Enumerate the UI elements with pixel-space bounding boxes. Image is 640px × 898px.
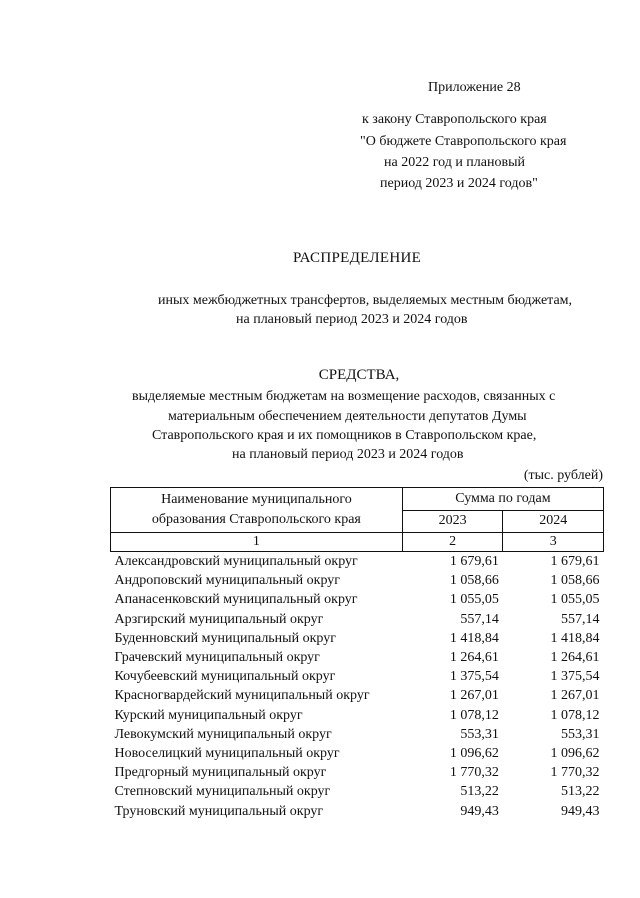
- amount-2023: 513,22: [460, 784, 499, 800]
- amount-2024: 949,43: [561, 803, 600, 819]
- funds-description-line: выделяемые местным бюджетам на возмещение расходов, связанных с: [132, 389, 556, 404]
- amount-2024: 1 096,62: [550, 746, 600, 762]
- municipality-name: Арзгирский муниципальный округ: [114, 611, 324, 627]
- amount-2024: 1 770,32: [550, 765, 600, 781]
- funds-description-line: материальным обеспечением деятельности депутатов Думы: [168, 409, 527, 424]
- municipality-name: Андроповский муниципальный округ: [114, 573, 341, 589]
- municipality-name: Красногвардейский муниципальный округ: [114, 688, 370, 704]
- amount-2023: 1 058,66: [449, 573, 499, 589]
- year-header: 2024: [503, 510, 604, 533]
- municipality-name: Новоселицкий муниципальный округ: [114, 746, 340, 762]
- amount-2023: 1 264,61: [449, 650, 499, 666]
- amount-2024: 1 679,61: [550, 554, 600, 569]
- amount-2024: 1 264,61: [550, 650, 600, 666]
- distribution-subtitle-line: на плановый период 2023 и 2024 годов: [236, 312, 468, 327]
- name-header-line: образования Ставропольского края: [151, 512, 361, 527]
- appendix-number: Приложение 28: [428, 80, 521, 95]
- budget-table: [110, 487, 604, 821]
- amount-2024: 1 375,54: [550, 669, 600, 685]
- municipality-name: Левокумский муниципальный округ: [114, 726, 332, 742]
- municipality-name: Апанасенковский муниципальный округ: [114, 592, 358, 608]
- name-header-line: Наименование муниципального: [161, 492, 352, 507]
- amount-2023: 1 770,32: [449, 765, 499, 781]
- amount-2023: 557,14: [460, 611, 499, 627]
- municipality-name: Предгорный муниципальный округ: [114, 765, 327, 781]
- municipality-name: Грачевский муниципальный округ: [114, 650, 320, 666]
- law-line: к закону Ставропольского края: [362, 112, 547, 127]
- municipality-name: Буденновский муниципальный округ: [114, 630, 336, 646]
- municipality-name: Труновский муниципальный округ: [114, 803, 324, 819]
- table-row: [111, 610, 604, 629]
- amount-2024: 557,14: [561, 611, 600, 627]
- unit-label: (тыс. рублей): [523, 468, 603, 483]
- funds-description-line: на плановый период 2023 и 2024 годов: [232, 447, 464, 462]
- amount-2023: 1 078,12: [449, 707, 499, 723]
- column-number: 2: [402, 533, 503, 552]
- table-row: [111, 802, 604, 821]
- amount-2023: 1 375,54: [449, 669, 499, 685]
- amount-2024: 1 058,66: [550, 573, 600, 589]
- amount-2024: 1 078,12: [550, 707, 600, 723]
- amount-2023: 1 679,61: [449, 554, 499, 569]
- distribution-subtitle-line: иных межбюджетных трансфертов, выделяемых местным бюджетам,: [158, 293, 573, 308]
- amount-2023: 1 267,01: [449, 688, 499, 704]
- amount-2023: 1 096,62: [449, 746, 499, 762]
- sum-by-years-header: Сумма по годам: [402, 488, 603, 511]
- table-row: [111, 744, 604, 763]
- table-row: [111, 686, 604, 705]
- amount-2024: 513,22: [561, 784, 600, 800]
- amount-2023: 553,31: [460, 726, 499, 742]
- table-row: [111, 725, 604, 744]
- municipality-name: Курский муниципальный округ: [114, 707, 303, 723]
- table-row: [111, 552, 604, 572]
- municipality-name: Кочубеевский муниципальный округ: [114, 669, 336, 685]
- column-number: 3: [503, 533, 604, 552]
- municipality-name: Александровский муниципальный округ: [114, 554, 358, 569]
- law-line: на 2022 год и плановый: [384, 155, 526, 170]
- distribution-title: РАСПРЕДЕЛЕНИЕ: [292, 250, 422, 266]
- amount-2024: 1 267,01: [550, 688, 600, 704]
- table-row: [111, 763, 604, 782]
- amount-2024: 1 055,05: [550, 592, 600, 608]
- year-header: 2023: [402, 510, 503, 533]
- table-row: [111, 629, 604, 648]
- funds-description-line: Ставропольского края и их помощников в Ставропольском крае,: [152, 428, 537, 443]
- table-row: [111, 571, 604, 590]
- amount-2023: 1 418,84: [449, 630, 499, 646]
- table-row: [111, 590, 604, 609]
- amount-2023: 1 055,05: [449, 592, 499, 608]
- law-line: период 2023 и 2024 годов": [380, 176, 538, 191]
- amount-2024: 553,31: [561, 726, 600, 742]
- amount-2023: 949,43: [460, 803, 499, 819]
- funds-title: СРЕДСТВА,: [318, 367, 400, 383]
- column-number: 1: [111, 533, 403, 552]
- municipality-name: Степновский муниципальный округ: [114, 784, 331, 800]
- table-row: [111, 648, 604, 667]
- law-line: "О бюджете Ставропольского края: [360, 134, 567, 149]
- table-row: [111, 667, 604, 686]
- name-column-header: [111, 488, 403, 533]
- table-row: [111, 706, 604, 725]
- table-row: [111, 782, 604, 801]
- amount-2024: 1 418,84: [550, 630, 600, 646]
